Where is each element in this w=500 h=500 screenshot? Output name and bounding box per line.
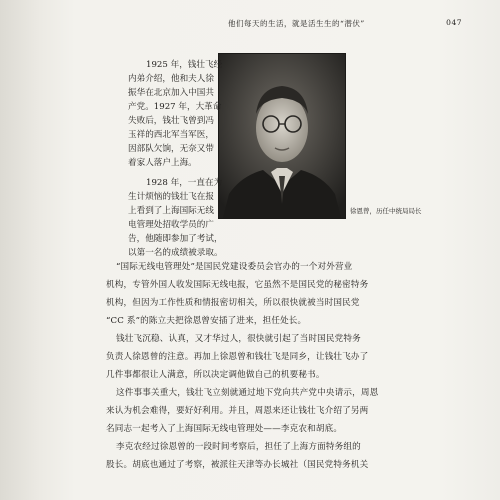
text-line: 生计烦恼的钱壮飞在报	[128, 192, 214, 202]
page-number: 047	[446, 18, 462, 27]
text-line: 失败后，钱壮飞曾到冯	[128, 116, 214, 126]
text-line: 李克农经过徐恩曾的一段时间考察后，担任了上海方面特务组的	[116, 442, 361, 452]
text-line: 告，他随即参加了考试，	[128, 234, 223, 244]
text-line: 以第一名的成绩被录取。	[128, 248, 223, 258]
text-line: 产党。1927 年，大革命	[128, 102, 222, 112]
text-line: 股长。胡底也通过了考察，被派往天津等办长城社（国民党特务机关	[106, 460, 369, 470]
text-line: 机构，专管外国人收发国际无线电报，它虽然不是国民党的秘密特务	[106, 280, 369, 290]
text-line: 玉祥的西北军当军医，	[128, 130, 214, 140]
text-line: 上看到了上海国际无线	[128, 206, 214, 216]
text-line: 振华在北京加入中国共	[128, 88, 214, 98]
portrait-photo	[218, 53, 346, 219]
text-line: 机构，但因为工作性质和情报密切相关，所以很快就被当时国民党	[106, 298, 360, 308]
text-line: 电管理处招收学员的广	[128, 220, 214, 230]
text-line: “国际无线电管理处”是国民党建设委员会官办的一个对外营业	[116, 262, 353, 272]
text-line: 着家人落户上海。	[128, 158, 197, 168]
text-line: 1925 年，钱壮飞经	[146, 60, 223, 70]
page-header	[150, 14, 480, 30]
text-line: 钱壮飞沉稳、认真，又才华过人，很快就引起了当时国民党特务	[116, 334, 361, 344]
running-title: 他们每天的生活，就是活生生的“潜伏”	[228, 19, 365, 28]
text-line: “CC 系”的陈立夫把徐恩曾安插了进来，担任处长。	[106, 316, 307, 326]
text-line: 来认为机会难得，要好好利用。并且，周恩来还让钱壮飞介绍了另两	[106, 406, 369, 416]
text-line: 这件事事关重大，钱壮飞立刻就通过地下党向共产党中央请示，周恩	[116, 388, 379, 398]
text-line: 负责人徐恩曾的注意。再加上徐恩曾和钱壮飞是同乡，让钱壮飞办了	[106, 352, 369, 362]
photo-caption: 徐恩曾，历任中统局局长	[350, 207, 422, 215]
text-line: 内弟介绍，他和夫人徐	[128, 74, 214, 84]
text-line: 几件事都很让人满意，所以决定调他做自己的机要秘书。	[106, 370, 325, 380]
text-line: 因部队欠饷，无奈又带	[128, 144, 214, 154]
text-line: 1928 年，一直在为	[146, 178, 223, 188]
text-line: 名同志一起考入了上海国际无线电管理处——李克农和胡底。	[106, 424, 343, 434]
